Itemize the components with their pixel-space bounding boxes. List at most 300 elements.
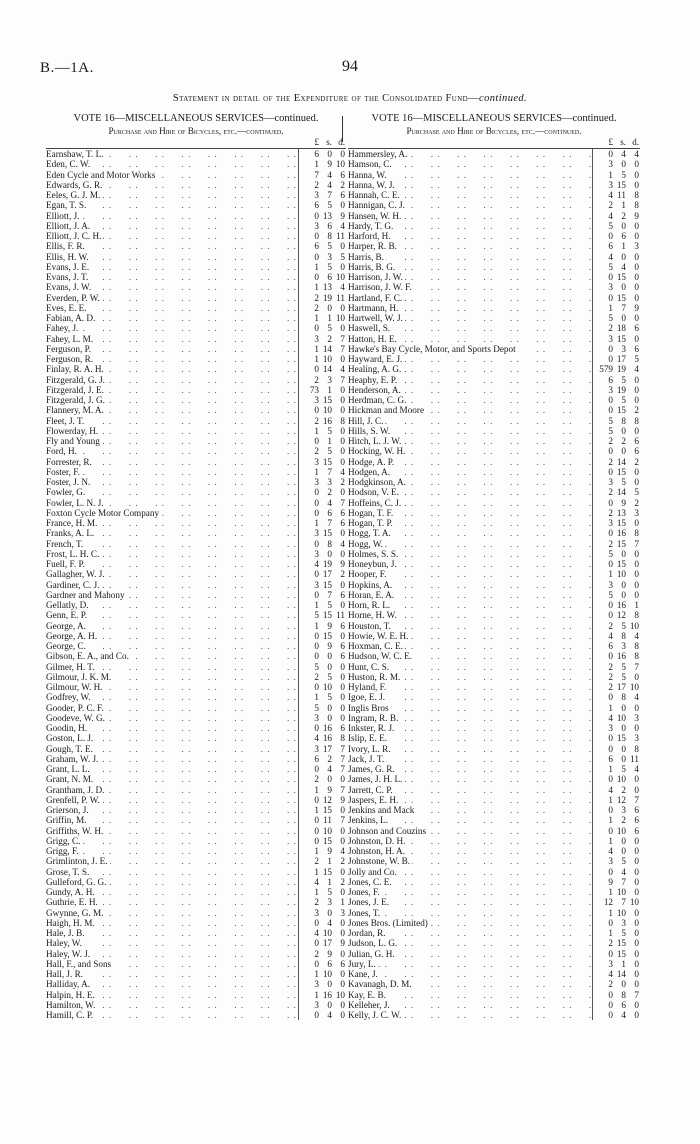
payee-name: Grenfell, P. W. . . <box>46 795 298 805</box>
amount-shillings: 4 <box>327 497 332 508</box>
amount-pounds: 0 <box>314 794 319 805</box>
amount-pence: 10 <box>335 989 345 1000</box>
amount <box>592 416 640 426</box>
amount-pence: 2 <box>340 477 345 487</box>
amount-pence: 3 <box>634 507 639 518</box>
table-row <box>46 990 346 1000</box>
amount-pounds: 1 <box>608 887 613 897</box>
amount-pounds: 1 <box>314 784 319 795</box>
amount <box>298 549 346 559</box>
amount-pence: 0 <box>634 784 639 795</box>
payee-name: Judson, L. G. . . <box>348 938 592 948</box>
amount-pence: 6 <box>634 436 639 446</box>
amount-pounds: 2 <box>314 948 319 959</box>
amount-pence: 0 <box>634 169 639 180</box>
payee-name: Graham, W. J. . . <box>46 754 298 764</box>
amount-shillings: 0 <box>621 579 626 590</box>
amount <box>298 323 346 333</box>
amount <box>592 651 640 661</box>
table-row <box>348 754 640 764</box>
amount-shillings: 7 <box>327 518 332 528</box>
amount-pounds: 1 <box>314 866 319 877</box>
table-row <box>348 897 640 907</box>
table-row <box>348 682 640 692</box>
amount <box>298 539 346 549</box>
amount-pounds: 5 <box>608 261 613 272</box>
table-row <box>46 826 346 836</box>
amount-pence: 0 <box>634 579 639 590</box>
amount-pounds: 6 <box>314 200 319 211</box>
payee-name: Hamilton, W. . . <box>46 1000 298 1010</box>
amount-pounds: 3 <box>314 999 319 1010</box>
payee-name: Horan, E. A. . . <box>348 590 592 600</box>
payee-name: Fahey, J. . . <box>46 323 298 333</box>
payee-name: Hogg, T. A. . . <box>348 528 592 538</box>
amount-shillings: 5 <box>621 169 626 180</box>
table-row <box>46 149 346 159</box>
amount-pence: 0 <box>634 1010 639 1020</box>
amount-shillings: 5 <box>621 620 626 631</box>
payee-name: Haley, W. J. . . <box>46 949 298 959</box>
table-row <box>348 580 640 590</box>
table-row <box>348 293 640 303</box>
amount-pence: 0 <box>634 723 639 733</box>
table-row <box>348 282 640 292</box>
amount-pounds: 2 <box>608 979 613 990</box>
amount <box>298 662 346 672</box>
table-row <box>348 928 640 938</box>
amount-shillings: 19 <box>616 364 626 375</box>
page-number: 94 <box>342 58 358 75</box>
amount-pounds: 2 <box>608 620 613 631</box>
amount-shillings: 0 <box>327 907 332 918</box>
payee-name: Hoffeins, C. J. . . <box>348 498 592 508</box>
table-row <box>46 908 346 918</box>
amount-pence: 0 <box>340 436 345 446</box>
amount <box>592 692 640 702</box>
payee-name: Forrester, R. . . <box>46 457 298 467</box>
amount-pence: 0 <box>340 948 345 959</box>
amount-shillings: 6 <box>621 999 626 1010</box>
payee-name: Gardiner, C. J. . . <box>46 580 298 590</box>
table-row <box>46 334 346 344</box>
table-row <box>348 487 640 497</box>
amount-pounds: 2 <box>314 292 319 303</box>
amount-shillings: 14 <box>616 969 626 979</box>
amount-shillings: 0 <box>327 702 332 713</box>
unit-pounds: £ <box>314 137 319 147</box>
payee-name: Godfrey, W. . . <box>46 692 298 702</box>
amount-shillings: 19 <box>322 292 332 303</box>
amount <box>592 426 640 436</box>
amount-pounds: 4 <box>314 559 319 569</box>
amount-shillings: 4 <box>327 917 332 928</box>
payee-name: Ingram, R. B. . . <box>348 713 592 723</box>
amount <box>298 262 346 272</box>
payee-name: Harper, R. B. . . <box>348 241 592 251</box>
table-row <box>348 364 640 374</box>
amount-shillings: 10 <box>616 825 626 836</box>
amount <box>298 303 346 313</box>
payee-name: Kelleher, J. . . <box>348 1000 592 1010</box>
amount-pence: 1 <box>634 600 639 610</box>
table-row <box>348 846 640 856</box>
amount-pounds: 2 <box>608 200 613 211</box>
amount <box>298 211 346 221</box>
amount-shillings: 0 <box>327 149 332 159</box>
amount <box>592 334 640 344</box>
amount-pence: 0 <box>634 179 639 190</box>
amount-pence: 7 <box>340 497 345 508</box>
amount-pounds: 5 <box>608 313 613 323</box>
amount-pounds: 0 <box>608 272 613 282</box>
amount-shillings: 2 <box>327 753 332 764</box>
amount-pounds: 0 <box>314 1010 319 1020</box>
amount <box>592 487 640 497</box>
amount-pence: 0 <box>340 425 345 436</box>
amount-pounds: 0 <box>608 774 613 785</box>
table-row <box>46 364 346 374</box>
amount-pounds: 1 <box>608 569 613 580</box>
amount <box>592 621 640 631</box>
amount-pence: 11 <box>630 753 639 764</box>
amount-pounds: 0 <box>314 364 319 375</box>
amount-pence: 0 <box>634 702 639 713</box>
amount <box>298 477 346 487</box>
payee-name: Hall, J. R. . . <box>46 969 298 979</box>
amount-pence: 0 <box>634 948 639 959</box>
amount <box>298 436 346 446</box>
amount-pence: 8 <box>634 190 639 200</box>
amount-shillings: 17 <box>322 743 332 754</box>
amount <box>298 334 346 344</box>
unit-pounds: £ <box>608 137 613 147</box>
payee-name: Grant, N. M. . . <box>46 774 298 784</box>
amount <box>592 897 640 907</box>
amount <box>592 518 640 528</box>
amount-shillings: 15 <box>616 333 626 344</box>
amount-shillings: 13 <box>616 507 626 518</box>
amount-pounds: 2 <box>608 538 613 549</box>
table-row <box>348 334 640 344</box>
table-row <box>46 252 346 262</box>
amount-pounds: 5 <box>608 548 613 559</box>
amount-shillings: 0 <box>327 999 332 1010</box>
amount-pounds: 0 <box>314 917 319 928</box>
amount-shillings: 1 <box>621 241 626 252</box>
amount-pounds: 0 <box>608 600 613 610</box>
payee-name: Hamson, C. . . <box>348 159 592 169</box>
amount-pounds: 6 <box>608 641 613 651</box>
amount-pence: 7 <box>340 743 345 754</box>
amount-shillings: 15 <box>616 179 626 190</box>
amount-pence: 0 <box>340 999 345 1010</box>
table-row <box>46 979 346 989</box>
payee-name: Finlay, R. A. H. . . <box>46 364 298 374</box>
table-row <box>348 733 640 743</box>
amount-pounds: 0 <box>608 528 613 539</box>
amount-shillings: 0 <box>621 425 626 436</box>
amount-pence: 0 <box>340 261 345 272</box>
amount-pence: 0 <box>340 887 345 897</box>
amount-pence: 9 <box>340 559 345 569</box>
amount-pence: 4 <box>634 364 639 375</box>
amount <box>298 846 346 856</box>
table-row <box>348 569 640 579</box>
amount-pounds: 2 <box>608 323 613 334</box>
table-row <box>348 313 640 323</box>
amount <box>592 344 640 354</box>
amount-shillings: 1 <box>621 958 626 969</box>
amount-pounds: 12 <box>603 897 613 908</box>
table-row <box>46 395 346 405</box>
payee-name: Honeybun, J. . . <box>348 559 592 569</box>
table-row <box>46 518 346 528</box>
payee-name: Fowler, G. . . <box>46 487 298 497</box>
amount-pence: 6 <box>340 507 345 518</box>
amount-shillings: 5 <box>327 323 332 334</box>
amount-shillings: 0 <box>621 743 626 754</box>
amount <box>298 764 346 774</box>
amount-pounds: 0 <box>314 538 319 549</box>
amount <box>592 662 640 672</box>
amount <box>298 282 346 292</box>
table-row <box>46 600 346 610</box>
amount-shillings: 19 <box>616 384 626 395</box>
amount <box>592 539 640 549</box>
amount-shillings: 8 <box>621 692 626 703</box>
table-row <box>348 344 640 354</box>
amount-pence: 4 <box>634 764 639 774</box>
amount-shillings: 5 <box>327 887 332 897</box>
amount-pence: 8 <box>634 528 639 539</box>
amount-pence: 6 <box>340 169 345 180</box>
table-row <box>46 200 346 210</box>
payee-name: Elliott, J. . . <box>46 211 298 221</box>
table-row <box>46 774 346 784</box>
amount-shillings: 15 <box>322 456 332 467</box>
table-row <box>348 272 640 282</box>
amount-pence: 0 <box>340 548 345 559</box>
amount-pounds: 0 <box>608 805 613 815</box>
amount-pounds: 1 <box>314 261 319 272</box>
amount-pence: 6 <box>340 589 345 600</box>
amount-shillings: 15 <box>616 405 626 416</box>
amount-shillings: 17 <box>616 682 626 692</box>
amount-pence: 4 <box>340 282 345 293</box>
payee-name: Hanna, W. . . <box>348 170 592 180</box>
payee-name: Hodge, A. P. . . <box>348 457 592 467</box>
amount-pence: 7 <box>340 815 345 826</box>
amount <box>298 395 346 405</box>
table-row <box>46 467 346 477</box>
payee-name: Fabian, A. D. . . <box>46 313 298 323</box>
amount <box>298 713 346 723</box>
amount <box>592 631 640 641</box>
payee-name: Flowerday, H. . . <box>46 426 298 436</box>
amount-shillings: 10 <box>616 712 626 723</box>
table-row <box>46 651 346 661</box>
amount <box>592 477 640 487</box>
table-row <box>348 241 640 251</box>
payee-name: Heaphy, E. P. . . <box>348 375 592 385</box>
amount <box>298 805 346 815</box>
table-row <box>348 252 640 262</box>
payee-name: Fuell, F. P. . . <box>46 559 298 569</box>
payee-name: Jury, L. . . <box>348 959 592 969</box>
amount <box>298 990 346 1000</box>
amount-shillings: 7 <box>327 589 332 600</box>
payee-name: Eden Cycle and Motor Works . . <box>46 170 298 180</box>
amount <box>298 344 346 354</box>
table-row <box>46 713 346 723</box>
amount <box>298 631 346 641</box>
amount-shillings: 15 <box>616 292 626 303</box>
amount-pence: 0 <box>634 272 639 282</box>
amount-shillings: 7 <box>621 302 626 313</box>
table-row <box>348 1000 640 1010</box>
amount-shillings: 4 <box>327 169 332 180</box>
amount-pounds: 0 <box>314 251 319 262</box>
amount-pounds: 4 <box>608 969 613 979</box>
table-row <box>348 908 640 918</box>
statement-title <box>0 93 700 104</box>
amount <box>592 846 640 856</box>
amount <box>298 252 346 262</box>
amount-shillings: 6 <box>327 220 332 231</box>
table-row <box>348 672 640 682</box>
payee-name: France, H. M. . . <box>46 518 298 528</box>
amount-pounds: 0 <box>608 999 613 1010</box>
amount-pence: 0 <box>634 887 639 897</box>
amount-pence: 6 <box>634 825 639 836</box>
amount-pounds: 2 <box>314 856 319 867</box>
amount-pounds: 3 <box>314 548 319 559</box>
amount-pounds: 0 <box>314 507 319 518</box>
table-row <box>348 149 640 159</box>
amount <box>298 651 346 661</box>
amount-shillings: 0 <box>621 446 626 457</box>
amount-shillings: 2 <box>621 815 626 826</box>
amount <box>592 600 640 610</box>
amount-pounds: 3 <box>314 528 319 539</box>
payee-name: Jones, C. E. . . <box>348 877 592 887</box>
table-row <box>348 446 640 456</box>
table-row <box>348 651 640 661</box>
table-row <box>348 385 640 395</box>
amount <box>298 528 346 538</box>
amount-pounds: 2 <box>314 774 319 785</box>
payee-name: Hammersley, A. . . <box>348 149 592 159</box>
payee-name: Elliott, J. A. . . <box>46 221 298 231</box>
amount-pence: 7 <box>634 661 639 672</box>
amount <box>592 446 640 456</box>
payee-name: Ferguson, P. . . <box>46 344 298 354</box>
amount-pence: 6 <box>340 651 345 662</box>
payee-name: George, C. . . <box>46 641 298 651</box>
table-row <box>46 887 346 897</box>
amount-pounds: 3 <box>608 179 613 190</box>
payee-name: Jones, F. . . <box>348 887 592 897</box>
amount-pence: 1 <box>340 897 345 908</box>
table-row <box>46 815 346 825</box>
amount-pence: 0 <box>634 979 639 990</box>
payee-name: Fahey, L. M. . . <box>46 334 298 344</box>
amount-shillings: 0 <box>327 548 332 559</box>
amount-pounds: 3 <box>608 333 613 344</box>
amount <box>592 170 640 180</box>
amount-pounds: 1 <box>314 692 319 703</box>
amount-pounds: 1 <box>608 835 613 846</box>
amount-pounds: 1 <box>314 425 319 436</box>
amount-pounds: 1 <box>314 343 319 354</box>
amount-shillings: 4 <box>327 179 332 190</box>
amount-pounds: 1 <box>608 907 613 918</box>
amount-pence: 0 <box>634 999 639 1010</box>
amount-pounds: 2 <box>608 487 613 498</box>
payee-name: Houston, T. . . <box>348 621 592 631</box>
amount <box>592 764 640 774</box>
amount <box>298 949 346 959</box>
amount <box>298 580 346 590</box>
table-row <box>46 528 346 538</box>
amount <box>592 498 640 508</box>
amount <box>298 918 346 928</box>
amount-pence: 0 <box>634 374 639 385</box>
amount-pence: 4 <box>340 538 345 549</box>
amount-shillings: 0 <box>327 661 332 672</box>
amount <box>298 826 346 836</box>
payee-name: Jenkins, L. . . <box>348 815 592 825</box>
amount-pence: 0 <box>340 661 345 672</box>
payee-name: Egan, T. S. . . <box>46 200 298 210</box>
amount <box>592 262 640 272</box>
amount <box>298 621 346 631</box>
payee-name: Hopkins, A. . . <box>348 580 592 590</box>
amount-shillings: 0 <box>621 846 626 856</box>
payee-name: Hartwell, W. J. . . <box>348 313 592 323</box>
amount-shillings: 8 <box>621 630 626 641</box>
amount-pence: 0 <box>340 774 345 785</box>
amount-pence: 0 <box>340 825 345 836</box>
amount-shillings: 8 <box>621 989 626 1000</box>
table-row <box>46 928 346 938</box>
amount-pence: 7 <box>634 538 639 549</box>
amount-pounds: 0 <box>608 466 613 477</box>
amount-shillings: 5 <box>621 661 626 672</box>
payee-name: Islip, E. E. . . <box>348 733 592 743</box>
amount-shillings: 6 <box>327 507 332 518</box>
amount-shillings: 10 <box>322 928 332 938</box>
amount <box>592 990 640 1000</box>
table-row <box>46 354 346 364</box>
payee-name: Howie, W. E. H. . . <box>348 631 592 641</box>
amount-pence: 0 <box>634 251 639 262</box>
table-row <box>46 508 346 518</box>
amount <box>592 231 640 241</box>
table-row <box>348 416 640 426</box>
amount <box>592 826 640 836</box>
amount-pence: 0 <box>340 928 345 938</box>
amount-pence: 0 <box>340 579 345 590</box>
table-row <box>46 610 346 620</box>
amount <box>298 877 346 887</box>
amount-pounds: 3 <box>608 477 613 487</box>
amount-pence: 4 <box>634 692 639 703</box>
payee-name: Igoe, E. J. . . <box>348 692 592 702</box>
amount <box>298 641 346 651</box>
amount-pounds: 0 <box>608 866 613 877</box>
